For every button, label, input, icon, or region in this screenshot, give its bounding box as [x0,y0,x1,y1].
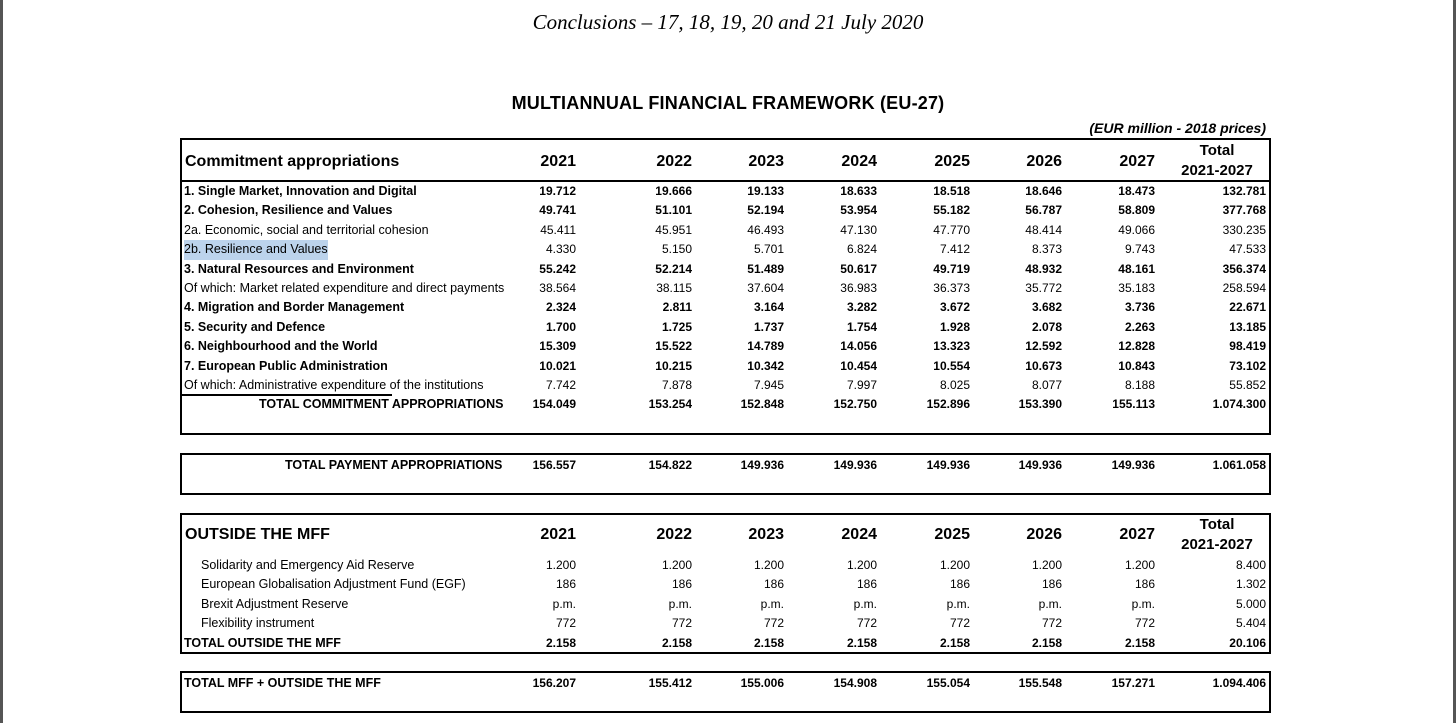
year-header: 2025 [934,526,970,543]
row-year-value: 772 [856,616,877,631]
year-header: 2027 [1119,153,1155,170]
row-label: 6. Neighbourhood and the World [184,339,378,354]
row-year-value: 19.666 [655,184,692,198]
row-total-value: 330.235 [1222,222,1266,237]
row-year-value: 3.282 [846,300,877,315]
row-year-value: 14.789 [747,339,784,354]
row-year-value: 772 [1134,616,1155,631]
row-label: European Globalisation Adjustment Fund (EGF) [201,577,466,592]
row-year-value: 56.787 [1025,203,1062,218]
row-label: TOTAL OUTSIDE THE MFF [184,635,341,650]
row-year-value: 47.130 [840,222,877,237]
outside-total-header [1162,515,1272,555]
row-year-value: 6.824 [846,242,877,257]
commitment-header-label: Commitment appropriations [185,153,400,170]
row-year-value: 1.700 [545,319,576,334]
row-year-value: 149.936 [926,458,970,472]
row-label: Brexit Adjustment Reserve [201,596,349,611]
row-year-value: 7.742 [545,378,576,392]
row-total-value: 1.061.058 [1212,458,1266,472]
row-year-value: p.m. [1038,596,1062,611]
row-year-value: 15.522 [655,339,692,354]
row-year-value: 35.183 [1118,281,1155,295]
total-header-line2: 2021-2027 [1181,162,1253,179]
row-label: 5. Security and Defence [184,319,326,334]
row-year-value: 10.342 [747,358,784,373]
row-year-value: 12.592 [1025,339,1062,354]
row-year-value: 152.750 [833,397,877,412]
row-year-value: 772 [671,616,692,631]
row-total-value: 1.074.300 [1212,397,1266,412]
row-year-value: 12.828 [1118,339,1155,354]
row-year-value: 2.158 [1124,635,1155,650]
table-row [182,575,1269,594]
row-year-value: 18.518 [933,184,970,198]
row-year-value: 7.878 [661,378,692,392]
row-year-value: 154.822 [648,458,692,472]
row-year-value: 186 [1134,577,1155,592]
row-total-value: 20.106 [1229,635,1266,650]
row-year-value: 186 [671,577,692,592]
row-year-value: 3.164 [753,300,784,315]
row-year-value: 10.843 [1118,358,1155,373]
row-year-value: 2.324 [545,300,576,315]
row-year-value: 46.493 [747,222,784,237]
row-year-value: 1.200 [846,558,877,572]
row-total-value: 98.419 [1229,339,1266,354]
row-year-value: 7.412 [939,242,970,257]
row-year-value: p.m. [760,596,784,611]
commitment-total-header [1162,141,1272,181]
row-year-value: 18.633 [840,184,877,198]
outside-total-rule [182,652,1269,654]
row-year-value: 10.673 [1025,358,1062,373]
row-year-value: 155.054 [926,676,970,690]
row-year-value: 2.158 [1031,635,1062,650]
total-header-line2: 2021-2027 [1181,536,1253,553]
row-year-value: 19.712 [539,184,576,198]
row-year-value: 152.848 [740,397,784,412]
row-year-value: 15.309 [539,339,576,354]
total-row [182,395,1269,414]
row-label: 7. European Public Administration [184,358,388,373]
row-year-value: 155.113 [1112,397,1155,412]
row-total-value: 47.533 [1229,242,1266,257]
row-year-value: 7.997 [846,378,877,392]
row-year-value: 18.646 [1025,184,1062,198]
row-year-value: 38.564 [539,281,576,295]
row-year-value: 8.077 [1031,378,1062,392]
row-year-value: 51.101 [655,203,692,218]
grand-total-row [182,674,1269,693]
row-year-value: 1.200 [1031,558,1062,572]
row-year-value: 155.412 [648,676,692,690]
row-year-value: 45.951 [655,222,692,237]
table-row [182,221,1269,240]
row-year-value: 5.701 [753,242,784,257]
row-year-value: 3.672 [939,300,970,315]
year-header: 2023 [748,153,784,170]
row-year-value: 8.188 [1124,378,1155,392]
total-header-line1: Total [1199,516,1235,533]
row-year-value: 1.200 [661,558,692,572]
row-year-value: 47.770 [933,222,970,237]
row-year-value: 36.373 [933,281,970,295]
row-total-value: 1.302 [1235,577,1266,592]
total-header-line1: Total [1199,142,1235,159]
table-row [182,318,1269,337]
row-label: TOTAL MFF + OUTSIDE THE MFF [184,676,381,690]
document-title: Conclusions – 17, 18, 19, 20 and 21 July 2020 [532,10,924,34]
row-year-value: 19.133 [747,184,784,198]
row-label: Flexibility instrument [201,616,315,631]
table-title: MULTIANNUAL FINANCIAL FRAMEWORK (EU-27) [511,93,945,113]
row-total-value: 5.000 [1235,596,1266,611]
table-row [182,201,1269,220]
row-year-value: 1.200 [1124,558,1155,572]
row-year-value: p.m. [1131,596,1155,611]
year-header: 2023 [748,526,784,543]
row-year-value: 48.161 [1118,261,1155,276]
row-year-value: 53.954 [840,203,877,218]
row-year-value: 2.158 [846,635,877,650]
row-year-value: 153.254 [648,397,692,412]
row-year-value: p.m. [853,596,877,611]
row-label: Of which: Market related expenditure and direct payments [184,281,505,295]
row-year-value: 8.373 [1031,242,1062,257]
row-year-value: 186 [949,577,970,592]
total-row [182,634,1269,653]
row-year-value: 1.200 [753,558,784,572]
row-total-value: 22.671 [1229,300,1266,315]
row-total-value: 55.852 [1229,378,1266,392]
row-year-value: 38.115 [656,281,692,295]
row-year-value: 772 [949,616,970,631]
row-year-value: 186 [1041,577,1062,592]
row-year-value: 149.936 [1018,458,1062,472]
row-year-value: 10.554 [933,358,970,373]
row-year-value: 49.719 [933,261,970,276]
row-year-value: 49.741 [539,203,576,218]
row-year-value: 10.021 [539,358,576,373]
row-label: TOTAL COMMITMENT APPROPRIATIONS [259,397,504,412]
row-year-value: 1.737 [753,319,784,334]
row-year-value: 14.056 [840,339,877,354]
row-year-value: 5.150 [661,242,692,257]
row-year-value: p.m. [552,596,576,611]
row-year-value: 1.754 [846,319,877,334]
year-header: 2022 [656,526,692,543]
payment-table [180,453,1271,495]
table-row [182,376,1269,395]
row-year-value: 156.557 [532,458,576,472]
row-year-value: 58.809 [1118,203,1155,218]
year-header: 2021 [540,153,576,170]
row-total-value: 258.594 [1222,281,1266,295]
row-total-value: 1.094.406 [1212,676,1266,690]
row-year-value: 155.548 [1018,676,1062,690]
outside-header-label: OUTSIDE THE MFF [185,526,330,543]
row-total-value: 8.400 [1235,558,1266,572]
row-year-value: 10.215 [655,358,692,373]
row-year-value: 772 [763,616,784,631]
row-year-value: 18.473 [1118,184,1155,198]
row-year-value: 2.078 [1031,319,1062,334]
row-year-value: 772 [1041,616,1062,631]
row-year-value: 55.242 [539,261,576,276]
row-year-value: p.m. [946,596,970,611]
year-header: 2026 [1026,153,1062,170]
row-total-value: 132.781 [1222,184,1266,198]
year-header: 2021 [540,526,576,543]
row-label: Solidarity and Emergency Aid Reserve [201,558,415,572]
row-year-value: 152.896 [926,397,970,412]
commitment-total-rule [182,394,392,396]
row-total-value: 377.768 [1222,203,1266,218]
row-year-value: 48.414 [1025,222,1062,237]
table-row [182,337,1269,356]
row-year-value: 154.908 [833,676,877,690]
outside-mff-table [180,513,1271,654]
row-year-value: 155.006 [740,676,784,690]
row-total-value: 73.102 [1229,358,1266,373]
payment-total-row [182,456,1269,475]
row-year-value: 50.617 [840,261,877,276]
row-total-value: 5.404 [1235,616,1266,631]
row-year-value: 2.263 [1124,319,1155,334]
table-row [182,182,1269,201]
grand-total-table [180,671,1271,713]
row-year-value: 3.736 [1124,300,1155,315]
row-year-value: 157.271 [1111,676,1155,690]
table-row [182,279,1269,298]
row-label: 2. Cohesion, Resilience and Values [184,203,393,218]
row-year-value: 48.932 [1025,261,1062,276]
row-year-value: p.m. [668,596,692,611]
row-label: TOTAL PAYMENT APPROPRIATIONS [285,458,503,472]
row-year-value: 149.936 [1111,458,1155,472]
year-header: 2024 [841,153,877,170]
row-label: 2a. Economic, social and territorial cohesion [184,222,429,237]
table-row [182,240,1269,259]
row-year-value: 51.489 [747,261,784,276]
commitment-table [180,138,1271,435]
year-header: 2025 [934,153,970,170]
row-year-value: 186 [555,577,576,592]
row-label: Of which: Administrative expenditure of the institutions [184,378,484,392]
row-year-value: 9.743 [1124,242,1155,257]
row-year-value: 2.158 [661,635,692,650]
row-year-value: 55.182 [933,203,970,218]
row-year-value: 49.066 [1118,222,1155,237]
row-label: 4. Migration and Border Management [184,300,405,315]
row-label: 2b. Resilience and Values [184,240,328,259]
row-label: 1. Single Market, Innovation and Digital [184,184,417,198]
table-row [182,298,1269,317]
year-header: 2027 [1119,526,1155,543]
row-year-value: 45.411 [540,222,576,237]
table-row [182,260,1269,279]
row-year-value: 149.936 [833,458,877,472]
row-year-value: 149.936 [740,458,784,472]
year-header: 2026 [1026,526,1062,543]
row-year-value: 4.330 [545,242,576,257]
row-year-value: 1.928 [939,319,970,334]
year-header: 2022 [656,153,692,170]
row-year-value: 37.604 [747,281,784,295]
year-header: 2024 [841,526,877,543]
table-row [182,595,1269,614]
row-year-value: 186 [763,577,784,592]
units-note: (EUR million - 2018 prices) [1089,120,1266,136]
row-year-value: 1.725 [661,319,692,334]
table-row [182,614,1269,633]
row-year-value: 52.214 [655,261,692,276]
row-year-value: 772 [555,616,576,631]
row-year-value: 154.049 [532,397,576,412]
row-year-value: 13.323 [933,339,970,354]
table-row [182,357,1269,376]
row-year-value: 10.454 [840,358,877,373]
row-total-value: 356.374 [1222,261,1266,276]
row-year-value: 3.682 [1031,300,1062,315]
row-year-value: 1.200 [939,558,970,572]
row-year-value: 153.390 [1018,397,1062,412]
row-label: 3. Natural Resources and Environment [184,261,414,276]
row-year-value: 35.772 [1025,281,1062,295]
row-year-value: 156.207 [532,676,576,690]
row-year-value: 2.158 [545,635,576,650]
row-year-value: 1.200 [545,558,576,572]
table-row [182,556,1269,575]
row-year-value: 8.025 [939,378,970,392]
row-year-value: 36.983 [840,281,877,295]
row-year-value: 2.158 [939,635,970,650]
row-year-value: 186 [856,577,877,592]
row-year-value: 2.811 [662,300,692,315]
row-year-value: 2.158 [753,635,784,650]
row-year-value: 52.194 [747,203,784,218]
row-year-value: 7.945 [753,378,784,392]
row-total-value: 13.185 [1229,319,1266,334]
